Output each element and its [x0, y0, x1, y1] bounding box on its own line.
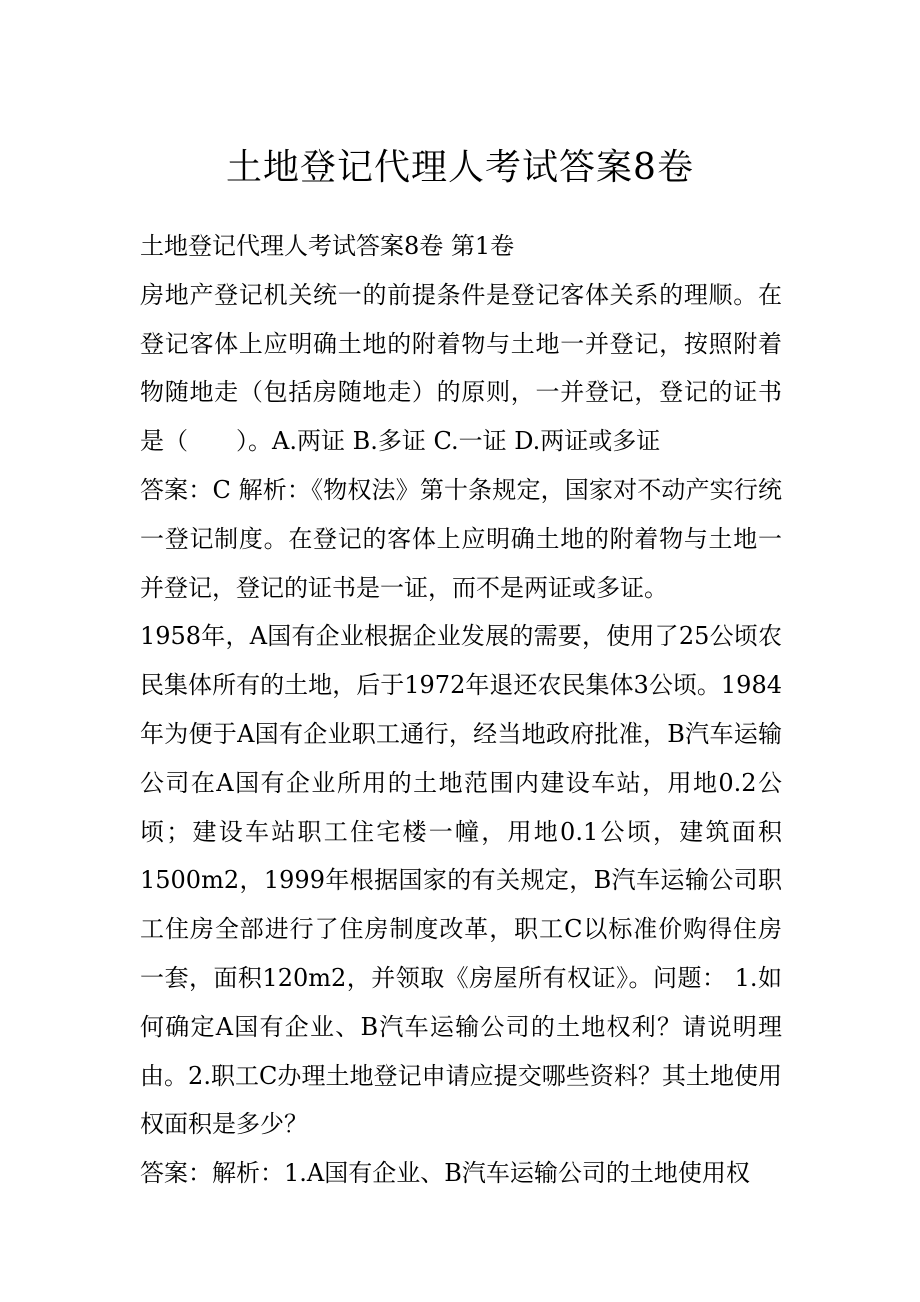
- document-title: 土地登记代理人考试答案8卷: [226, 147, 694, 188]
- case-paragraph: 1958年，A国有企业根据企业发展的需要，使用了25公顷农民集体所有的土地，后于1972年退还农民集体3公顷。1984年为便于A国有企业职工通行，经当地政府批准，B汽车运输公司在A国有企业所用的土地范围内建设车站，用地0.2公顷；建设车站职工住宅楼一幢，用地0.1公顷，建筑面积1500m2，1999年根据国家的有关规定，B汽车运输公司职工住房全部进行了住房制度改革，职工C以标准价购得住房一套，面积120m2，并领取《房屋所有权证》。问题： 1.如何确定A国有企业、B汽车运输公司的土地权利？请说明理由。2.职工C办理土地登记申请应提交哪些资料？其土地使用权面积是多少？: [140, 622, 782, 1139]
- answer-paragraph-2: 答案：解析：1.A国有企业、B汽车运输公司的土地使用权: [140, 1159, 750, 1188]
- question-paragraph: 房地产登记机关统一的前提条件是登记客体关系的理顺。在登记客体上应明确土地的附着物与土地一并登记，按照附着物随地走（包括房随地走）的原则，一并登记，登记的证书是（ ）。A.两证 B.多证 C.一证 D.两证或多证: [140, 280, 782, 456]
- section-heading: 土地登记代理人考试答案8卷 第1卷: [140, 232, 515, 260]
- document-body: [140, 222, 782, 1198]
- answer-paragraph: 答案：C 解析：《物权法》第十条规定，国家对不动产实行统一登记制度。在登记的客体上应明确土地的附着物与土地一并登记，登记的证书是一证，而不是两证或多证。: [140, 475, 782, 602]
